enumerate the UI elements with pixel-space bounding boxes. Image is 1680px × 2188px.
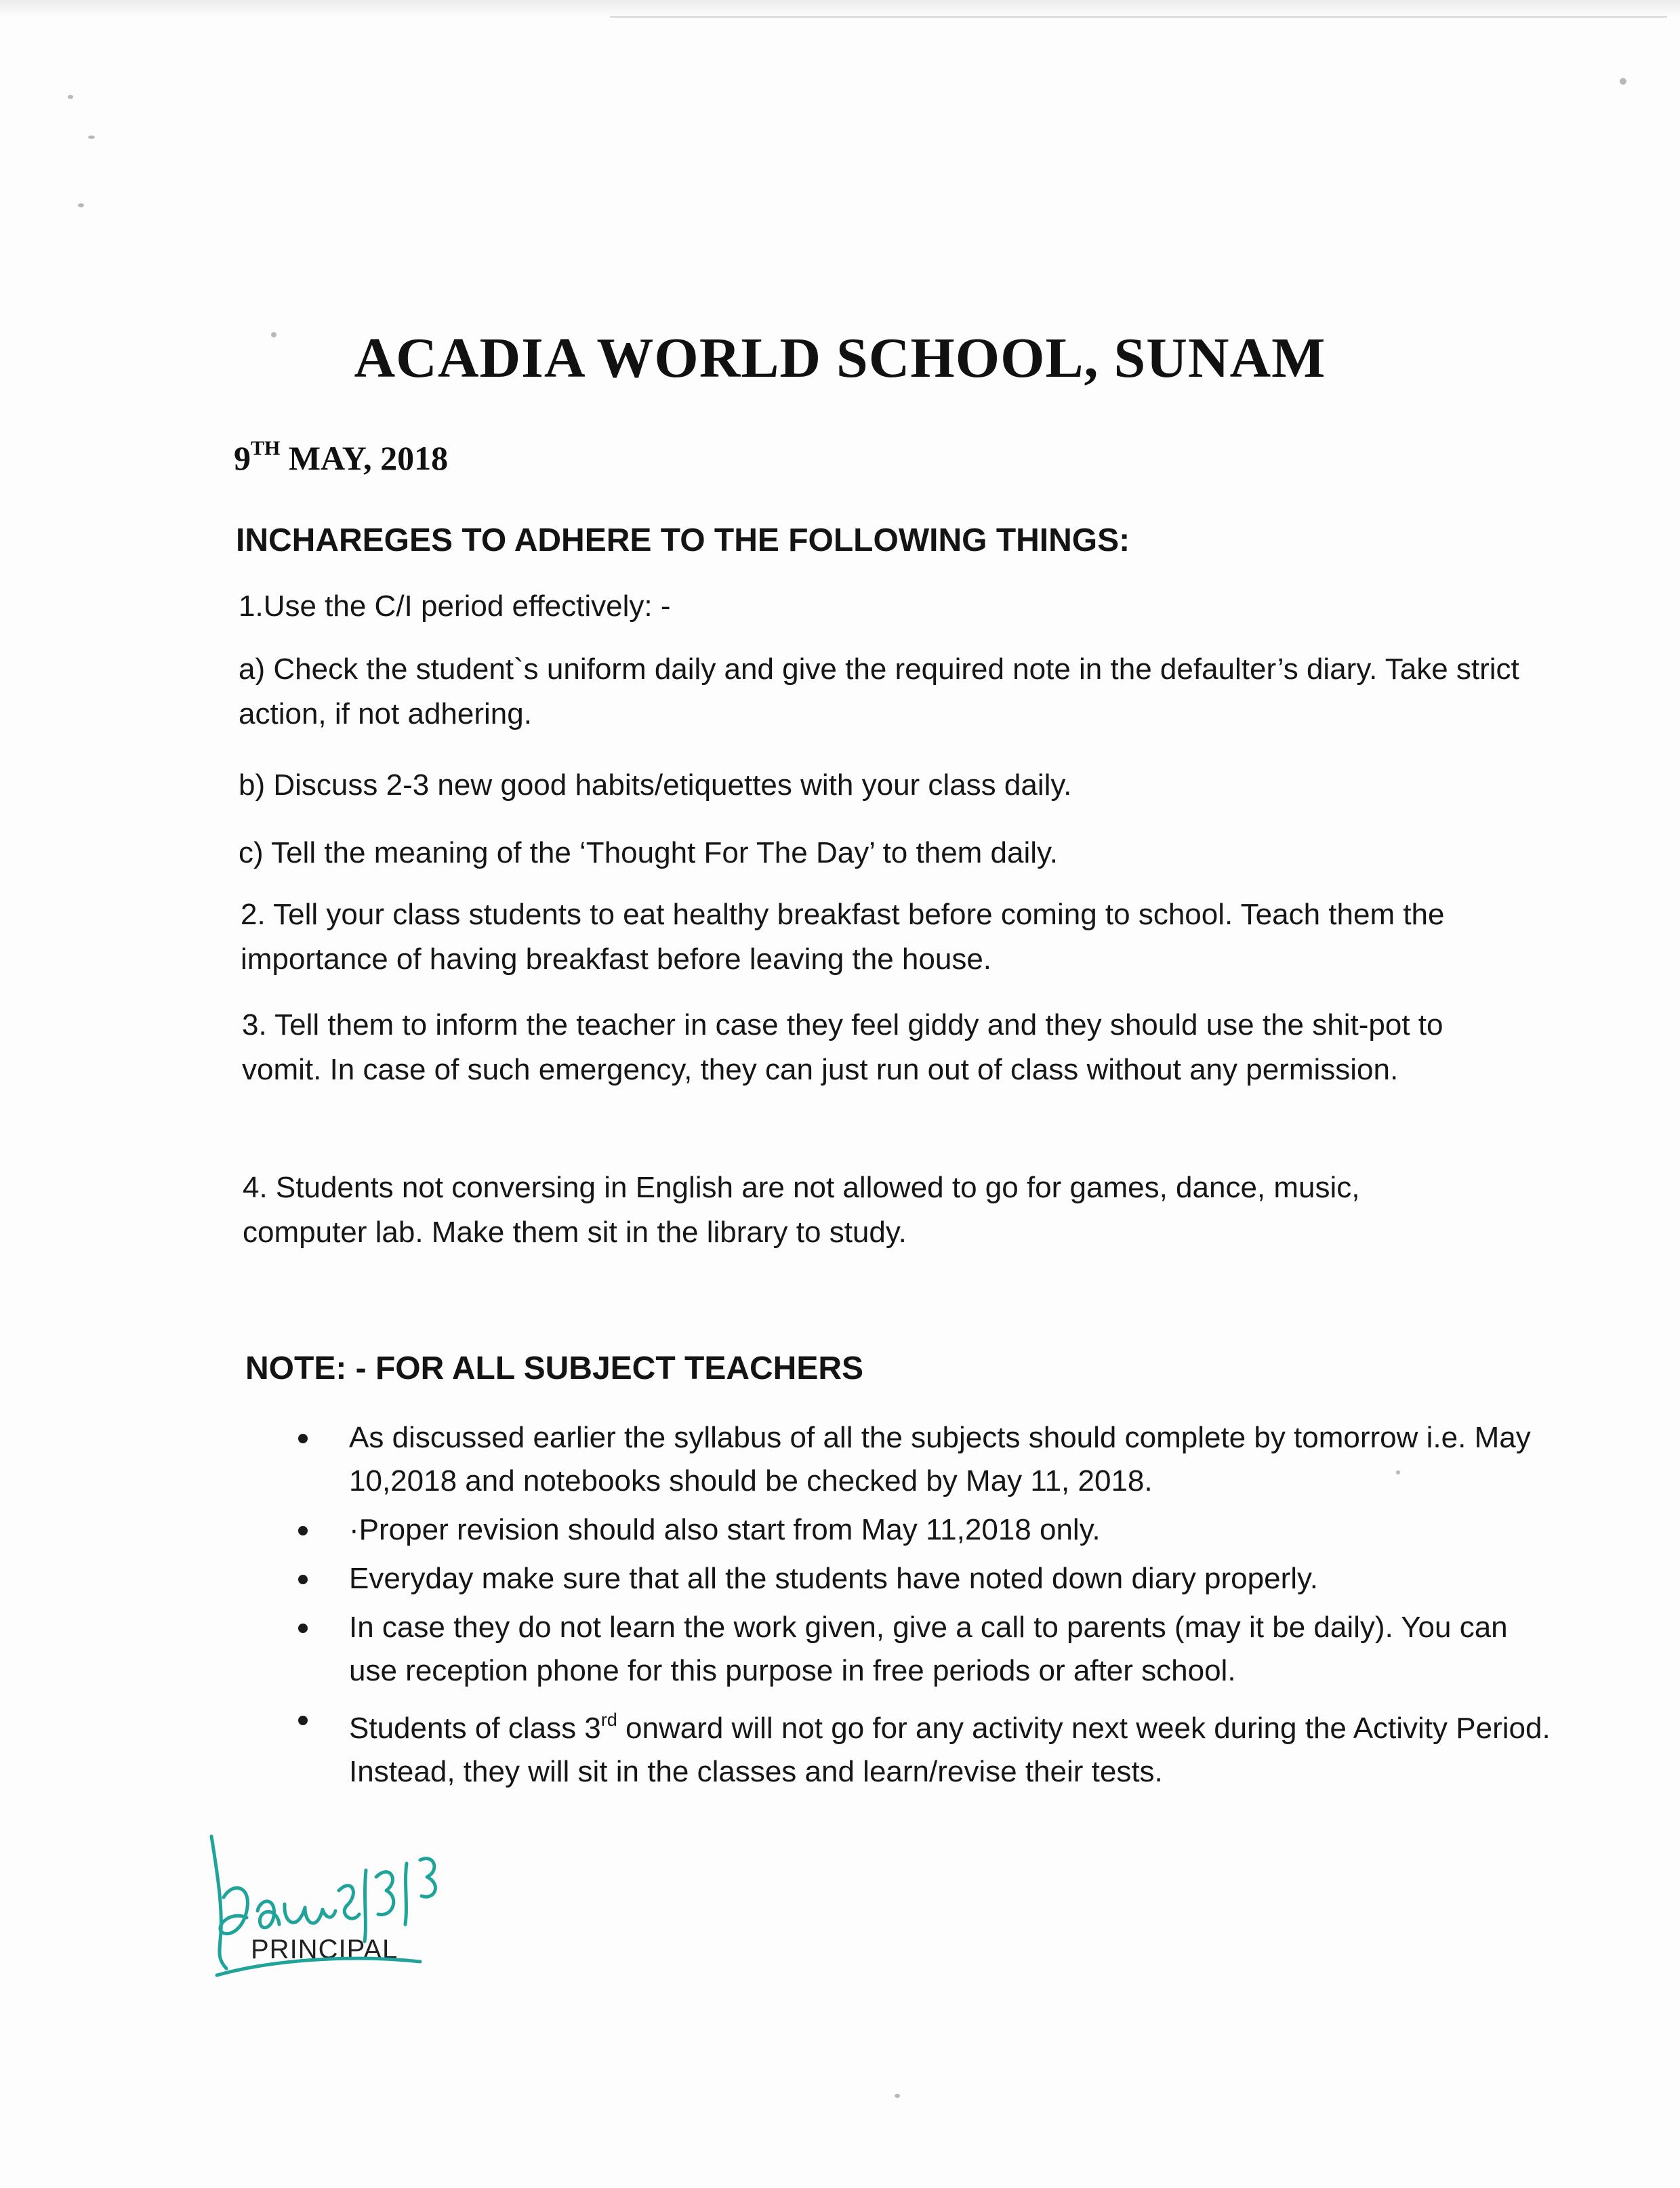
note-item xyxy=(298,1698,1552,1794)
scan-speck xyxy=(78,203,84,207)
signature-strokes xyxy=(211,1836,435,1975)
instruction-item: 2. Tell your class students to eat healthy breakfast before coming to school. Teach them the importance of having breakfast before leaving the house. xyxy=(241,898,1445,976)
school-name-title: ACADIA WORLD SCHOOL, SUNAM xyxy=(354,327,1326,390)
bullet-icon xyxy=(298,1575,308,1584)
instruction-item: 1.Use the C/I period effectively: - xyxy=(239,590,671,623)
bullet-icon xyxy=(298,1716,308,1725)
bullet-icon xyxy=(298,1624,308,1633)
scan-speck xyxy=(88,136,95,139)
handwritten-signature-icon xyxy=(197,1823,468,1992)
scan-border-line xyxy=(610,16,1667,18)
note-text-start: Students of class 3 xyxy=(349,1712,601,1745)
document-date xyxy=(234,437,448,478)
instruction-item: 3. Tell them to inform the teacher in case they feel giddy and they should use the shit-pot to vomit. In case of such emergency, they can just run out of class without any permission. xyxy=(242,1008,1443,1086)
note-text: In case they do not learn the work given, give a call to parents (may it be daily). You can use reception phone for this purpose in free periods or after school. xyxy=(349,1611,1508,1687)
instruction-item: a) Check the student`s uniform daily and give the required note in the defaulter’s diary. Take strict action, if not adhering. xyxy=(239,653,1519,730)
bullet-icon xyxy=(298,1434,308,1443)
note-text-end: onward will not go for any activity next week during the Activity Period. Instead, they will sit in the classes and learn/revise their tests. xyxy=(349,1712,1551,1788)
date-suffix: TH xyxy=(251,437,281,459)
scan-top-edge xyxy=(0,0,1680,18)
signatory-label: PRINCIPAL xyxy=(251,1935,398,1964)
teacher-notes-list xyxy=(298,1416,1552,1799)
note-text: As discussed earlier the syllabus of all the subjects should complete by tomorrow i.e. May 10,2018 and notebooks should be checked by May 11, 2018. xyxy=(349,1421,1531,1498)
date-month-year: MAY, 2018 xyxy=(288,439,449,477)
instruction-item: b) Discuss 2-3 new good habits/etiquettes with your class daily. xyxy=(239,768,1072,802)
note-text: ·Proper revision should also start from May 11,2018 only. xyxy=(349,1513,1101,1546)
note-item xyxy=(298,1508,1552,1552)
ordinal-suffix: rd xyxy=(600,1710,617,1730)
instruction-item: c) Tell the meaning of the ‘Thought For The Day’ to them daily. xyxy=(239,836,1058,869)
note-heading: NOTE: - FOR ALL SUBJECT TEACHERS xyxy=(245,1350,864,1386)
scan-speck xyxy=(68,95,73,99)
scan-speck xyxy=(1620,78,1626,85)
note-item xyxy=(298,1606,1552,1693)
instruction-item: 4. Students not conversing in English are not allowed to go for games, dance, music, computer lab. Make them sit in the library to study. xyxy=(243,1171,1360,1249)
bullet-icon xyxy=(298,1526,308,1535)
note-text: Everyday make sure that all the students have noted down diary properly. xyxy=(349,1562,1318,1595)
incharges-heading: INCHAREGES TO ADHERE TO THE FOLLOWING THINGS: xyxy=(236,522,1130,558)
note-item xyxy=(298,1416,1552,1503)
date-day: 9 xyxy=(234,439,251,477)
scan-speck xyxy=(895,2094,900,2098)
note-item xyxy=(298,1557,1552,1601)
